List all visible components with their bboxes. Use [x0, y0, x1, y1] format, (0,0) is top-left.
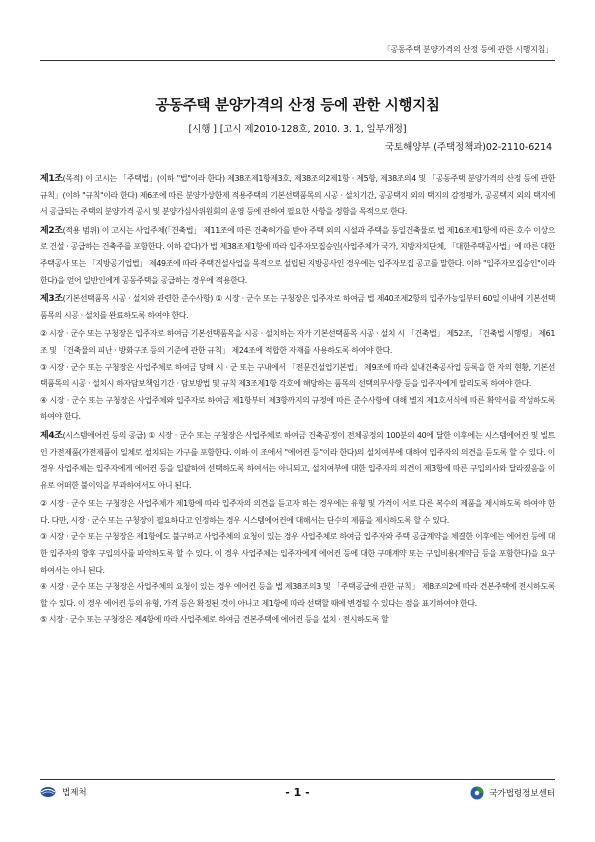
article-4: [40, 428, 555, 494]
document-org: 국토해양부 (주택정책과)02-2110-6214: [384, 142, 552, 153]
document-title: 공동주택 분양가격의 산정 등에 관한 시행지침: [155, 98, 440, 114]
article-4-paragraph-4: ④ 시장 · 군수 또는 구청장은 사업주체의 요청이 있는 경우 에어컨 등을 법 제38조의3 및 「주택공급에 관한 규칙」 제8조의2에 따라 견본주택에 전시하도록 할 수 있다. 이 경우 에어컨 등의 유형, 가격 등은 확정된 것이 아니고 제1항에 따라 선택할 때에 변경될 수 있다는 점을 표기하여야 한다.: [40, 582, 555, 608]
article-4-paragraph-3: ③ 시장 · 군수 또는 구청장은 제1항에도 불구하고 사업주체의 요청이 있는 경우 사업주체로 하여금 입주자와 주택 공급계약을 체결한 이후에는 에어컨 등에 대한 입주자의 향후 구입의사를 파악하도록 할 수 있다. 이 경우 사업주체는 입주자에게 에어컨 등에 대한 구매계약 또는 구입비용(계약금 등을 포함한다)을 요구하여서는 아니 된다.: [40, 532, 555, 575]
footer-right-label: 국가법령정보센터: [489, 789, 555, 799]
article-4-paragraph-5: ⑤ 시장 · 군수 또는 구청장은 제4항에 따라 사업주체로 하여금 견본주택에 에어컨 등을 설치 · 전시하도록 할: [40, 615, 389, 625]
article-number: 제1조: [40, 174, 63, 184]
footer-left-label: 법제처: [62, 788, 87, 798]
article-text: (목적) 이 고시는 「주택법」(이하 "법"이라 한다) 제38조제1항제3호, 제38조의2제1항 · 제5항, 제38조의4 및 「공동주택 분양가격의 산정 등에 관한 규칙」(이하 "규칙"이라 한다) 제6조에 따른 분양가상한제 적용주택의 기본선택품목의 시공 · 설치기간, 공공택지 외의 택지의 감정평가, 공공택지 외의 택지에서 공급되는 주택의 분양가격 공시 및 분양가심사위원회의 운영 등에 관하여 필요한 사항을 정함을 목적으로 한다.: [40, 174, 555, 217]
footer-rule: [40, 779, 555, 780]
article-text: (기본선택품목 시공 · 설치와 관련한 준수사항) ① 시장 · 군수 또는 구청장은 입주자로 하여금 법 제40조제2항의 입주가능일부터 60일 이내에 기본선택품목의 시공 · 설치를 완료하도록 하여야 한다.: [40, 294, 555, 320]
page-footer: [40, 786, 555, 802]
article-3-paragraph-4: ④ 시장 · 군수 또는 구청장은 사업주체와 입주자로 하여금 제1항부터 제3항까지의 규정에 따른 준수사항에 대해 별지 제1호서식에 따른 확약서를 작성하도록 하여야 한다.: [40, 395, 555, 422]
law-info-center-logo-icon: [470, 786, 484, 800]
page-number: - 1 -: [285, 786, 310, 799]
footer-right: [470, 786, 555, 800]
article-text: (시스템에어컨 등의 공급) ① 시장 · 군수 또는 구청장은 사업주체로 하여금 건축공정이 전체공정의 100분의 40에 달한 이후에는 시스템에어컨 및 빌트인 가전제품(가전제품이 일체로 설치되는 가구를 포함한다. 이하 이 조에서 "에어컨 등"이라 한다)의 설치여부에 대하여 입주자의 의견을 듣도록 할 수 있다. 이 경우 사업주체는 입주자에게 에어컨 등을 일괄하여 선택하도록 하여서는 아니되고, 설치여부에 대한 입주자의 의견이 제3항에 따른 구입의사와 달라졌음을 이유로 어떠한 불이익을 부과하여서도 아니 된다.: [40, 430, 555, 490]
article-3-paragraph-2: ② 시장 · 군수 또는 구청장은 입주자로 하여금 기본선택품목을 시공 · 설치하는 자가 기본선택품목 시공 · 설치 시 「건축법」 제52조, 「건축법 시행령」 제61조 및 「건축물의 피난 · 방화구조 등의 기준에 관한 규칙」 제24조에 적합한 자재를 사용하도록 하여야 한다.: [40, 329, 555, 355]
article-3: [40, 291, 555, 324]
header-rule: [40, 60, 555, 61]
article-text: (적용 범위) 이 고시는 사업주체(「건축법」 제11조에 따른 건축허가를 받아 주택 외의 시설과 주택을 동일건축물로 법 제16조제1항에 따른 호수 이상으로 건설 · 공급하는 건축주를 포함한다. 이하 같다)가 법 제38조제1항에 따라 입주자모집승인(사업주체가 국가, 지방자치단체, 「대한주택공사법」에 따른 대한주택공사 또는 「지방공기업법」 제49조에 따라 주택건설사업을 목적으로 설립된 지방공사인 경우에는 입주자모집 공고를 말한다. 이하 "입주자모집승인"이라 한다)을 얻어 일반인에게 공동주택을 공급하는 경우에 적용한다.: [40, 225, 555, 285]
article-2: [40, 223, 555, 289]
article-number: 제3조: [40, 294, 63, 305]
article-number: 제4조: [40, 430, 63, 441]
article-3-paragraph-3: ③ 시장 · 군수 또는 구청장은 사업주체로 하여금 당해 시 · 군 또는 구내에서 「전문건설업기본법」 제9조에 따라 실내건축공사업 등록을 한 자의 현황, 기본선택품목의 시공 · 설치시 하자담보책임기간 · 담보방법 및 규칙 제3조제1항 각호에 해당하는 품목의 선택의무사항 등을 입주자에게 알리도록 하여야 한다.: [40, 362, 555, 389]
article-1: [40, 171, 555, 221]
article-number: 제2조: [40, 225, 63, 236]
article-4-paragraph-2: ② 시장 · 군수 또는 구청장은 사업주체가 제1항에 따라 입주자의 의견을 듣고자 하는 경우에는 유형 및 가격이 서로 다른 복수의 제품을 제시하도록 하여야 한다. 다만, 시장 · 군수 또는 구청장이 필요하다고 인정하는 경우 시스템에어컨에 대해서는 단수의 제품을 제시하도록 할 수 있다.: [40, 499, 555, 525]
document-meta: [시행 ] [고시 제2010-128호, 2010. 3. 1, 일부개정]: [188, 124, 407, 135]
document-body: [40, 171, 555, 629]
running-header: 「공동주택 분양가격의 산정 등에 관한 시행지침」: [382, 45, 553, 54]
